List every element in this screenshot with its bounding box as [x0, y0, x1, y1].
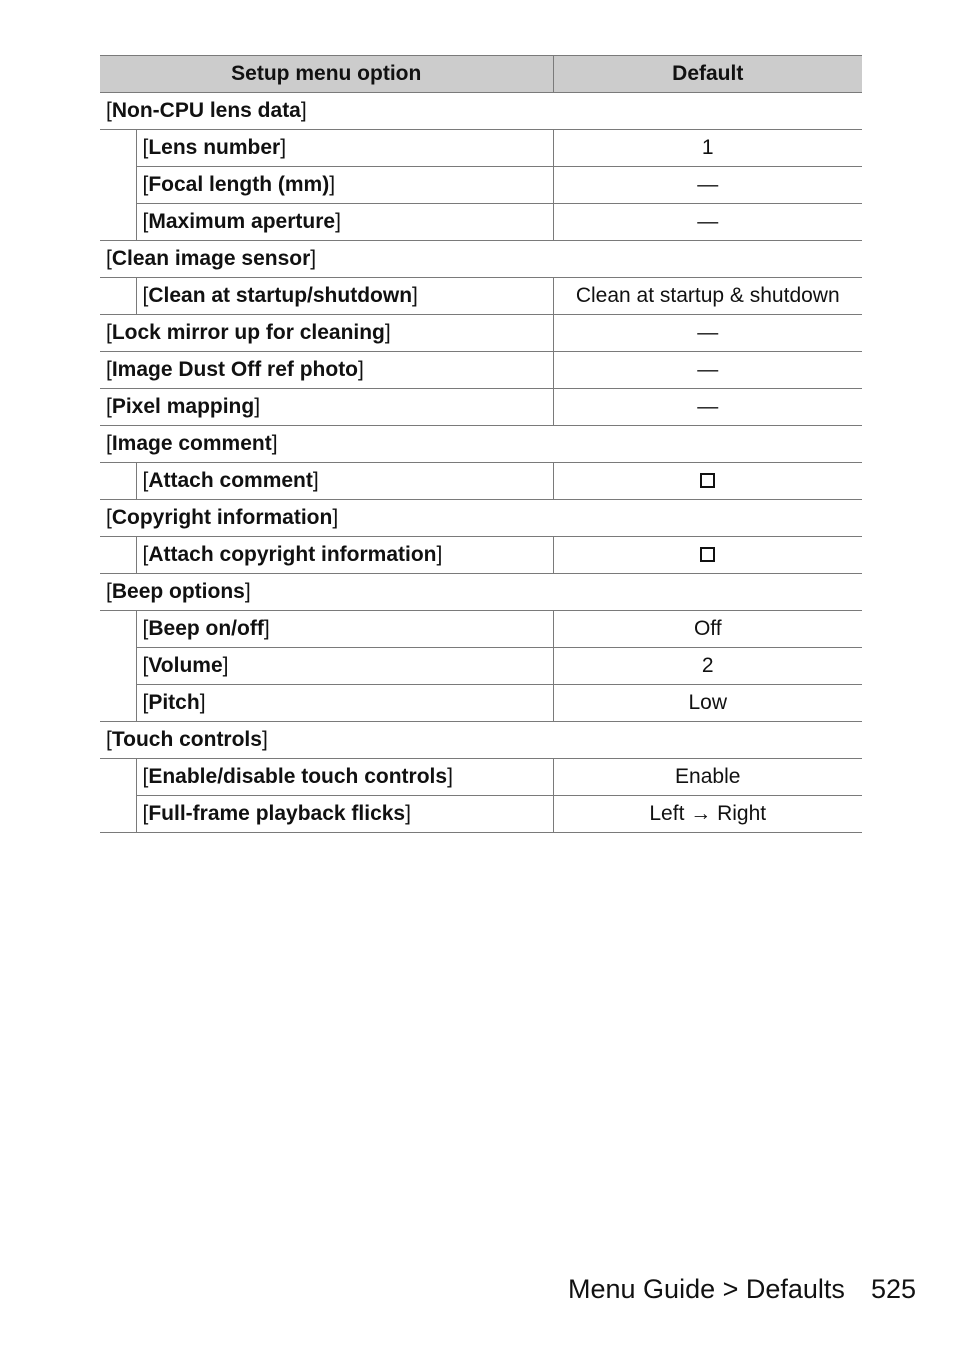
indent-cell [100, 278, 136, 315]
open-bracket: [ [106, 99, 112, 122]
default-value: — [553, 204, 862, 241]
group-label: Non-CPU lens data [111, 99, 301, 122]
option-cell [136, 463, 553, 500]
group-row-touch-controls [100, 722, 862, 759]
open-bracket: [ [142, 691, 149, 714]
header-default: Default [553, 56, 862, 93]
option-cell [136, 685, 553, 722]
page-footer [568, 1274, 916, 1305]
close-bracket: ] [384, 321, 391, 344]
option-label: Image Dust Off ref photo [111, 358, 359, 381]
option-label: Enable/disable touch controls [148, 765, 448, 788]
open-bracket: [ [106, 728, 112, 751]
open-bracket: [ [142, 765, 149, 788]
option-label: Lens number [148, 136, 281, 159]
setup-defaults-table [100, 55, 862, 833]
close-bracket: ] [329, 173, 336, 196]
open-bracket: [ [106, 247, 112, 270]
table-row-attach-copyright-information [100, 537, 862, 574]
table-row-enable-disable-touch-controls [100, 759, 862, 796]
close-bracket: ] [332, 506, 339, 529]
close-bracket: ] [335, 210, 341, 233]
default-value: — [553, 352, 862, 389]
indent-cell [100, 463, 136, 500]
group-label-cell [100, 241, 862, 278]
open-bracket: [ [142, 543, 149, 566]
breadcrumb: Menu Guide > Defaults [568, 1274, 845, 1304]
group-label-cell [100, 722, 862, 759]
option-label: Pitch [148, 691, 200, 714]
default-value: Clean at startup & shutdown [553, 278, 862, 315]
close-bracket: ] [263, 617, 270, 640]
option-cell [136, 537, 553, 574]
indent-cell [100, 759, 136, 833]
open-bracket: [ [142, 802, 149, 825]
option-label: Attach copyright information [148, 543, 437, 566]
default-value: — [553, 389, 862, 426]
open-bracket: [ [106, 432, 112, 455]
table-row-beep-on-off [100, 611, 862, 648]
open-bracket: [ [106, 358, 112, 381]
indent-cell [100, 611, 136, 722]
close-bracket: ] [280, 136, 287, 159]
table-row-volume [100, 648, 862, 685]
option-label: Volume [148, 654, 223, 677]
close-bracket: ] [199, 691, 206, 714]
group-label-cell [100, 500, 862, 537]
group-row-image-comment [100, 426, 862, 463]
group-label: Clean image sensor [111, 247, 311, 270]
table-row-pitch [100, 685, 862, 722]
open-bracket: [ [106, 580, 112, 603]
empty-checkbox-icon [700, 547, 715, 562]
table-row-attach-comment [100, 463, 862, 500]
default-value [553, 463, 862, 500]
option-cell [136, 611, 553, 648]
group-label: Beep options [111, 580, 245, 603]
group-label: Copyright information [111, 506, 333, 529]
option-label: Beep on/off [148, 617, 264, 640]
empty-checkbox-icon [700, 473, 715, 488]
group-row-copyright-information [100, 500, 862, 537]
table-row-image-dust-off [100, 352, 862, 389]
open-bracket: [ [106, 506, 112, 529]
table-row-clean-at-startup-shutdown [100, 278, 862, 315]
option-label: Focal length (mm) [148, 173, 330, 196]
close-bracket: ] [412, 284, 418, 307]
option-label: Pixel mapping [111, 395, 255, 418]
option-cell [136, 278, 553, 315]
default-value: — [553, 167, 862, 204]
close-bracket: ] [300, 99, 307, 122]
default-value: 1 [553, 130, 862, 167]
option-cell [100, 389, 553, 426]
table-header-row [100, 56, 862, 93]
default-value: Enable [553, 759, 862, 796]
close-bracket: ] [254, 395, 261, 418]
header-option: Setup menu option [100, 56, 553, 93]
option-label: Full-frame playback flicks [148, 802, 406, 825]
close-bracket: ] [261, 728, 268, 751]
open-bracket: [ [142, 136, 149, 159]
close-bracket: ] [436, 543, 443, 566]
group-label-cell [100, 93, 862, 130]
group-row-clean-image-sensor [100, 241, 862, 278]
option-cell [136, 796, 553, 833]
option-cell [136, 167, 553, 204]
close-bracket: ] [358, 358, 364, 381]
option-cell [136, 759, 553, 796]
table-row-lens-number [100, 130, 862, 167]
group-label-cell [100, 574, 862, 611]
group-label: Image comment [111, 432, 272, 455]
group-row-beep-options [100, 574, 862, 611]
group-label-cell [100, 426, 862, 463]
option-label: Lock mirror up for cleaning [111, 321, 385, 344]
table-row-pixel-mapping [100, 389, 862, 426]
group-label: Touch controls [111, 728, 262, 751]
option-cell [100, 352, 553, 389]
default-value: 2 [553, 648, 862, 685]
close-bracket: ] [405, 802, 411, 825]
open-bracket: [ [142, 617, 149, 640]
indent-cell [100, 537, 136, 574]
default-value [553, 537, 862, 574]
close-bracket: ] [222, 654, 229, 677]
page-number: 525 [870, 1274, 916, 1304]
default-value: Left → Right [553, 796, 862, 833]
open-bracket: [ [106, 321, 112, 344]
open-bracket: [ [142, 210, 149, 233]
close-bracket: ] [310, 247, 317, 270]
open-bracket: [ [142, 284, 149, 307]
open-bracket: [ [106, 395, 112, 418]
open-bracket: [ [142, 469, 149, 492]
option-cell [100, 315, 553, 352]
default-value: Off [553, 611, 862, 648]
table-row-full-frame-playback-flicks [100, 796, 862, 833]
open-bracket: [ [142, 173, 149, 196]
option-cell [136, 648, 553, 685]
table-row-focal-length [100, 167, 862, 204]
close-bracket: ] [244, 580, 251, 603]
option-label: Maximum aperture [148, 210, 336, 233]
group-row-non-cpu-lens-data [100, 93, 862, 130]
table-row-maximum-aperture [100, 204, 862, 241]
default-value: — [553, 315, 862, 352]
close-bracket: ] [271, 432, 278, 455]
option-label: Attach comment [148, 469, 313, 492]
option-cell [136, 204, 553, 241]
option-label: Clean at startup/shutdown [148, 284, 413, 307]
open-bracket: [ [142, 654, 149, 677]
close-bracket: ] [312, 469, 319, 492]
close-bracket: ] [447, 765, 453, 788]
table-row-lock-mirror-up [100, 315, 862, 352]
option-cell [136, 130, 553, 167]
default-value: Low [553, 685, 862, 722]
indent-cell [100, 130, 136, 241]
